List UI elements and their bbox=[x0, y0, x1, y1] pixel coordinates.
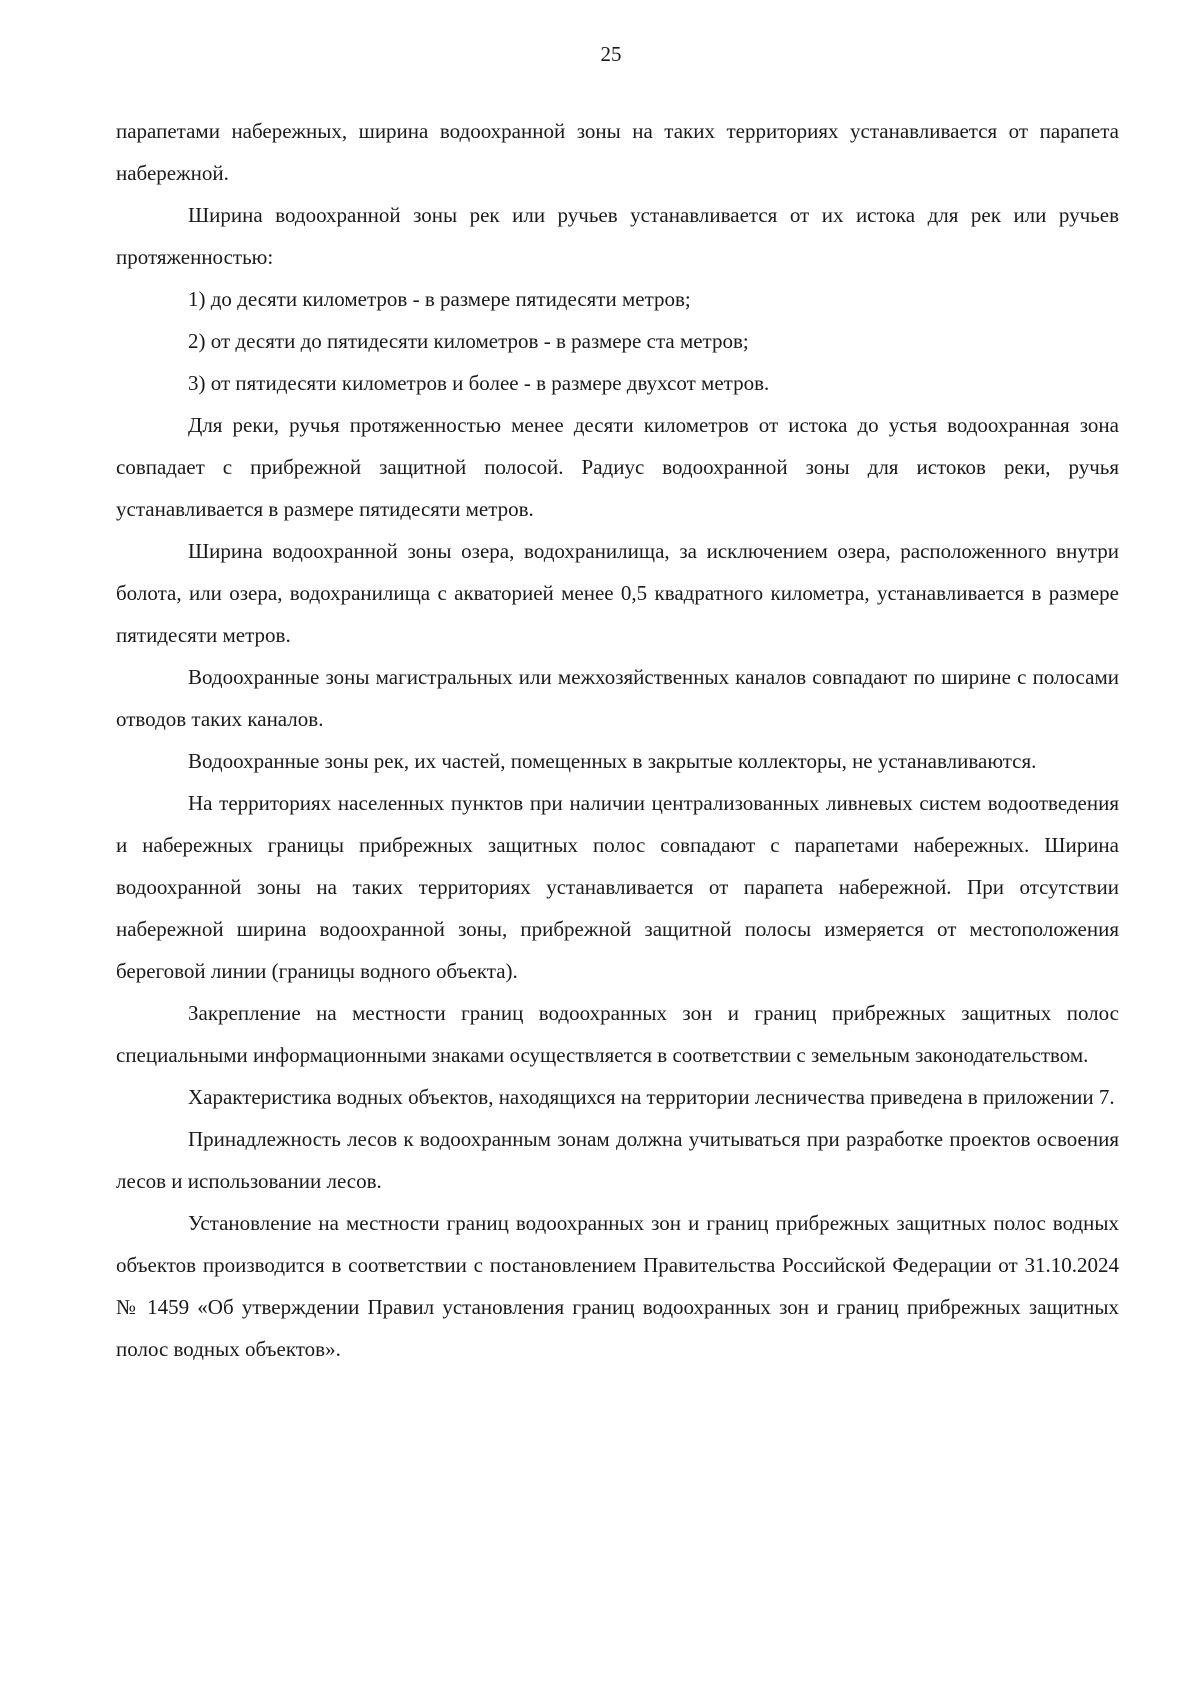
paragraph-government-decree: Установление на местности границ водоохранных зон и границ прибрежных защитных полос водных объектов производится в соответствии с постановлением Правительства Российской Федерации от 31.10.2024 № 1459 «Об утверждении Правил установления границ водоохранных зон и границ прибрежных защитных полос водных объектов». bbox=[116, 1211, 1119, 1361]
paragraph-forest-planning: Принадлежность лесов к водоохранным зонам должна учитываться при разработке проектов освоения лесов и использовании лесов. bbox=[116, 1127, 1119, 1193]
paragraph-lakes: Ширина водоохранной зоны озера, водохранилища, за исключением озера, расположенного внутри болота, или озера, водохранилища с акваторией менее 0,5 квадратного километра, устанавливается в размере пятидесяти метров. bbox=[116, 539, 1119, 647]
paragraph-appendix-reference: Характеристика водных объектов, находящихся на территории лесничества приведена в приложении 7. bbox=[188, 1085, 1115, 1109]
list-item-1: 1) до десяти километров - в размере пятидесяти метров; bbox=[188, 287, 691, 311]
paragraph-settlements: На территориях населенных пунктов при наличии централизованных ливневых систем водоотведения и набережных границы прибрежных защитных полос совпадают с парапетами набережных. Ширина водоохранной зоны на таких территориях устанавливается от парапета набережной. При отсутствии набережной ширина водоохранной зоны, прибрежной защитной полосы измеряется от местоположения береговой линии (границы водного объекта). bbox=[116, 791, 1119, 983]
document-body bbox=[116, 110, 1119, 1370]
paragraph-canals: Водоохранные зоны магистральных или межхозяйственных каналов совпадают по ширине с полосами отводов таких каналов. bbox=[116, 665, 1119, 731]
list-item-2: 2) от десяти до пятидесяти километров - в размере ста метров; bbox=[188, 329, 749, 353]
list-item-3: 3) от пятидесяти километров и более - в размере двухсот метров. bbox=[188, 371, 770, 395]
paragraph-short-rivers: Для реки, ручья протяженностью менее десяти километров от истока до устья водоохранная зона совпадает с прибрежной защитной полосой. Радиус водоохранной зоны для истоков реки, ручья устанавливается в размере пятидесяти метров. bbox=[116, 413, 1119, 521]
paragraph-closed-collectors: Водоохранные зоны рек, их частей, помещенных в закрытые коллекторы, не устанавливаются. bbox=[188, 749, 1037, 773]
page-number: 25 bbox=[600, 42, 622, 66]
paragraph-river-width: Ширина водоохранной зоны рек или ручьев устанавливается от их истока для рек или ручьев протяженностью: bbox=[116, 203, 1119, 269]
paragraph-boundary-signs: Закрепление на местности границ водоохранных зон и границ прибрежных защитных полос специальными информационными знаками осуществляется в соответствии с земельным законодательством. bbox=[116, 1001, 1119, 1067]
paragraph-continuation: парапетами набережных, ширина водоохранной зоны на таких территориях устанавливается от парапета набережной. bbox=[116, 119, 1119, 185]
